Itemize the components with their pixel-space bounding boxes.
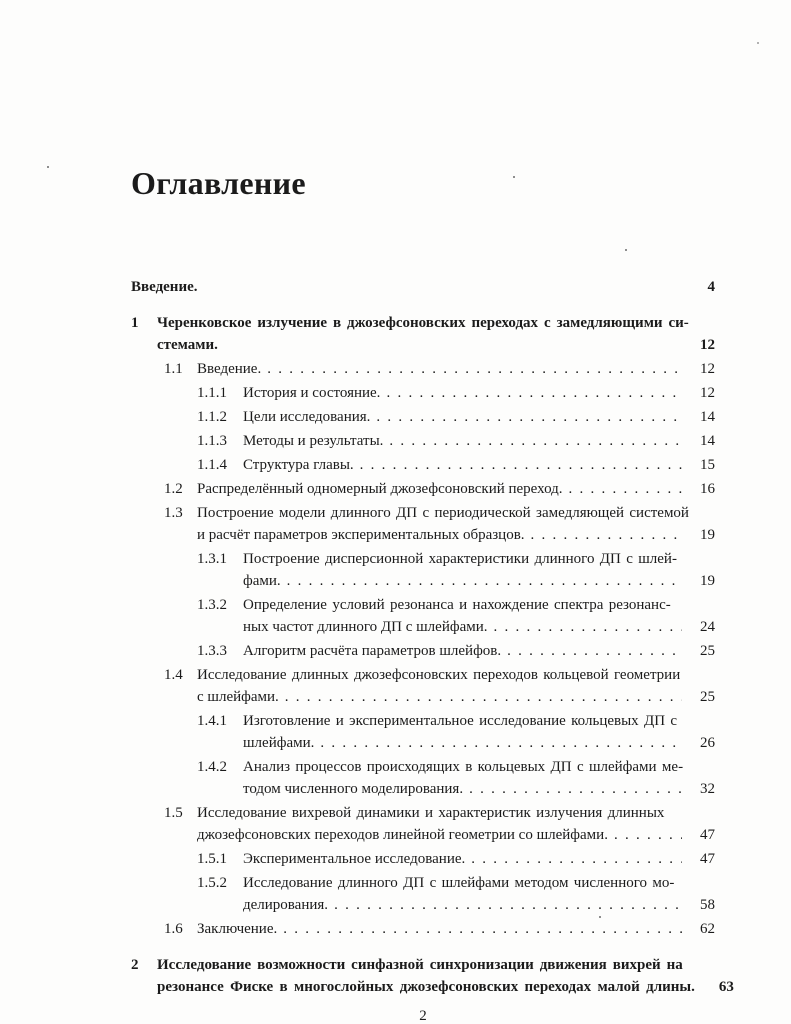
toc-entry-number: 1.2 — [164, 481, 183, 497]
toc-entry-number: 1.5.1 — [197, 851, 227, 867]
toc-entry-title-line: Изготовление и экспериментальное исследование кольцевых ДП с — [243, 713, 678, 729]
toc-entry-number: 1.3.2 — [197, 597, 227, 613]
toc-entry-page: 4 — [707, 279, 715, 295]
toc-entry-1-1-1 — [131, 382, 715, 404]
toc-entry-page: 62 — [700, 921, 715, 937]
toc-entry-page: 32 — [700, 781, 715, 797]
toc-entry-title: Цели исследования. — [243, 409, 371, 425]
dot-leader — [204, 276, 682, 298]
toc-entry-number: 1.1.2 — [197, 409, 227, 425]
toc-entry-page: 16 — [700, 481, 715, 497]
toc-entry-title: Структура главы. — [243, 457, 354, 473]
toc-entry-page: 26 — [700, 735, 715, 751]
dot-leader — [360, 454, 682, 476]
toc-entry-title-line: стемами. — [157, 337, 218, 353]
dot-leader — [507, 640, 682, 662]
toc-entry-1-2 — [131, 478, 715, 500]
toc-entry-number: 1.1.1 — [197, 385, 227, 401]
toc-entry-title-line: Черенковское излучение в джозефсоновских переходах с замедляющими си- — [157, 315, 689, 331]
toc-entry-title: Алгоритм расчёта параметров шлейфов. — [243, 643, 502, 659]
toc-entry-introduction — [131, 276, 715, 298]
toc-entry-title: Экспериментальное исследование. — [243, 851, 466, 867]
dot-leader — [494, 616, 683, 638]
toc-entry-title-line: и расчёт параметров экспериментальных образцов. — [197, 527, 525, 543]
toc-entry-title-line: Исследование длинных джозефсоновских переходов кольцевой геометрии — [197, 667, 681, 683]
dot-leader — [334, 894, 682, 916]
toc-entry-page: 63 — [718, 979, 734, 995]
toc-entry-title-line: Исследование длинного ДП с шлейфами методом численного мо- — [243, 875, 675, 891]
toc-entry-1-3-3 — [131, 640, 715, 662]
toc-entry-1-1-4 — [131, 454, 715, 476]
toc-entry-title-line: джозефсоновских переходов линейной геометрии со шлейфами. — [197, 827, 608, 843]
toc-entry-1-3 — [131, 502, 715, 546]
toc-entry-title-line: Построение дисперсионной характеристики длинного ДП с шлей- — [243, 551, 677, 567]
toc-entry-number: 1.4.2 — [197, 759, 227, 775]
page-number-footer: 2 — [419, 1008, 427, 1024]
toc-entry-1-1-3 — [131, 430, 715, 452]
toc-entry-page: 12 — [700, 337, 715, 353]
toc-entry-page: 14 — [700, 409, 715, 425]
dot-leader — [569, 478, 682, 500]
scan-speck — [757, 42, 759, 44]
toc-entry-title-line: Исследование возможности синфазной синхронизации движения вихрей на — [157, 957, 683, 973]
toc-entry-title: История и состояние. — [243, 385, 381, 401]
toc-entry-page: 15 — [700, 457, 715, 473]
toc-entry-number: 2 — [131, 957, 139, 973]
table-of-contents — [131, 276, 734, 998]
dot-leader — [471, 848, 682, 870]
dot-leader — [386, 382, 682, 404]
toc-entry-number: 1.3 — [164, 505, 183, 521]
toc-entry-title: Методы и результаты. — [243, 433, 384, 449]
toc-entry-title-line: Анализ процессов происходящих в кольцевых ДП с шлейфами ме- — [243, 759, 684, 775]
toc-entry-title-line: Построение модели длинного ДП с периодической замедляющей системой — [197, 505, 689, 521]
toc-entry-title: Заключение. — [197, 921, 278, 937]
scan-speck — [599, 916, 601, 918]
toc-entry-1-5-2 — [131, 872, 715, 916]
toc-entry-number: 1.4.1 — [197, 713, 227, 729]
dot-leader — [283, 918, 682, 940]
dot-leader — [267, 358, 682, 380]
dot-leader — [320, 732, 682, 754]
toc-entry-title-line: тодом численного моделирования. — [243, 781, 464, 797]
toc-entry-number: 1.6 — [164, 921, 183, 937]
toc-entry-number: 1.5.2 — [197, 875, 227, 891]
toc-entry-1-4-1 — [131, 710, 715, 754]
dot-leader — [285, 686, 682, 708]
toc-entry-1-4 — [131, 664, 715, 708]
toc-entry-page: 25 — [700, 689, 715, 705]
toc-entry-page: 12 — [700, 361, 715, 377]
toc-entry-page: 58 — [700, 897, 715, 913]
toc-entry-title-line: Исследование вихревой динамики и характеристик излучения длинных — [197, 805, 665, 821]
toc-entry-number: 1.4 — [164, 667, 183, 683]
dot-leader — [389, 430, 682, 452]
toc-entry-page: 24 — [700, 619, 715, 635]
scan-speck — [625, 249, 627, 251]
toc-entry-number: 1.1.3 — [197, 433, 227, 449]
toc-entry-chapter-2 — [131, 954, 734, 998]
toc-entry-page: 12 — [700, 385, 715, 401]
toc-entry-page: 14 — [700, 433, 715, 449]
toc-entry-page: 19 — [700, 573, 715, 589]
toc-entry-title-line: фами. — [243, 573, 281, 589]
toc-entry-1-5-1 — [131, 848, 715, 870]
toc-entry-title-line: с шлейфами. — [197, 689, 279, 705]
toc-entry-title-line: делирования. — [243, 897, 329, 913]
toc-entry-number: 1.3.1 — [197, 551, 227, 567]
toc-entry-page: 25 — [700, 643, 715, 659]
dot-leader — [614, 824, 682, 846]
toc-entry-chapter-1 — [131, 312, 715, 356]
toc-entry-title-line: шлейфами. — [243, 735, 315, 751]
dot-leader — [376, 406, 682, 428]
toc-entry-title: Распределённый одномерный джозефсоновский переход. — [197, 481, 563, 497]
toc-entry-page: 47 — [700, 851, 715, 867]
toc-entry-number: 1 — [131, 315, 139, 331]
toc-entry-1-3-1 — [131, 548, 715, 592]
dot-leader — [531, 524, 682, 546]
toc-entry-page: 19 — [700, 527, 715, 543]
toc-entry-1-4-2 — [131, 756, 715, 800]
toc-entry-title: Введение. — [197, 361, 262, 377]
toc-entry-1-3-2 — [131, 594, 715, 638]
toc-entry-number: 1.1 — [164, 361, 183, 377]
toc-entry-title-line: резонансе Фиске в многослойных джозефсоновских переходах малой длины. — [157, 979, 695, 995]
toc-entry-number: 1.1.4 — [197, 457, 227, 473]
toc-entry-title-line: Определение условий резонанса и нахождение спектра резонанс- — [243, 597, 671, 613]
toc-entry-1-1 — [131, 358, 715, 380]
toc-entry-1-5 — [131, 802, 715, 846]
dot-leader — [224, 334, 682, 356]
scan-speck — [47, 166, 49, 168]
toc-entry-page: 47 — [700, 827, 715, 843]
page-title: Оглавление — [131, 165, 306, 201]
toc-entry-number: 1.3.3 — [197, 643, 227, 659]
dot-leader — [469, 778, 682, 800]
toc-entry-1-6 — [131, 918, 715, 940]
toc-entry-number: 1.5 — [164, 805, 183, 821]
scan-speck — [513, 176, 515, 178]
toc-entry-1-1-2 — [131, 406, 715, 428]
toc-entry-title-line: ных частот длинного ДП с шлейфами. — [243, 619, 488, 635]
toc-entry-title: Введение. — [131, 279, 198, 295]
dot-leader — [287, 570, 682, 592]
